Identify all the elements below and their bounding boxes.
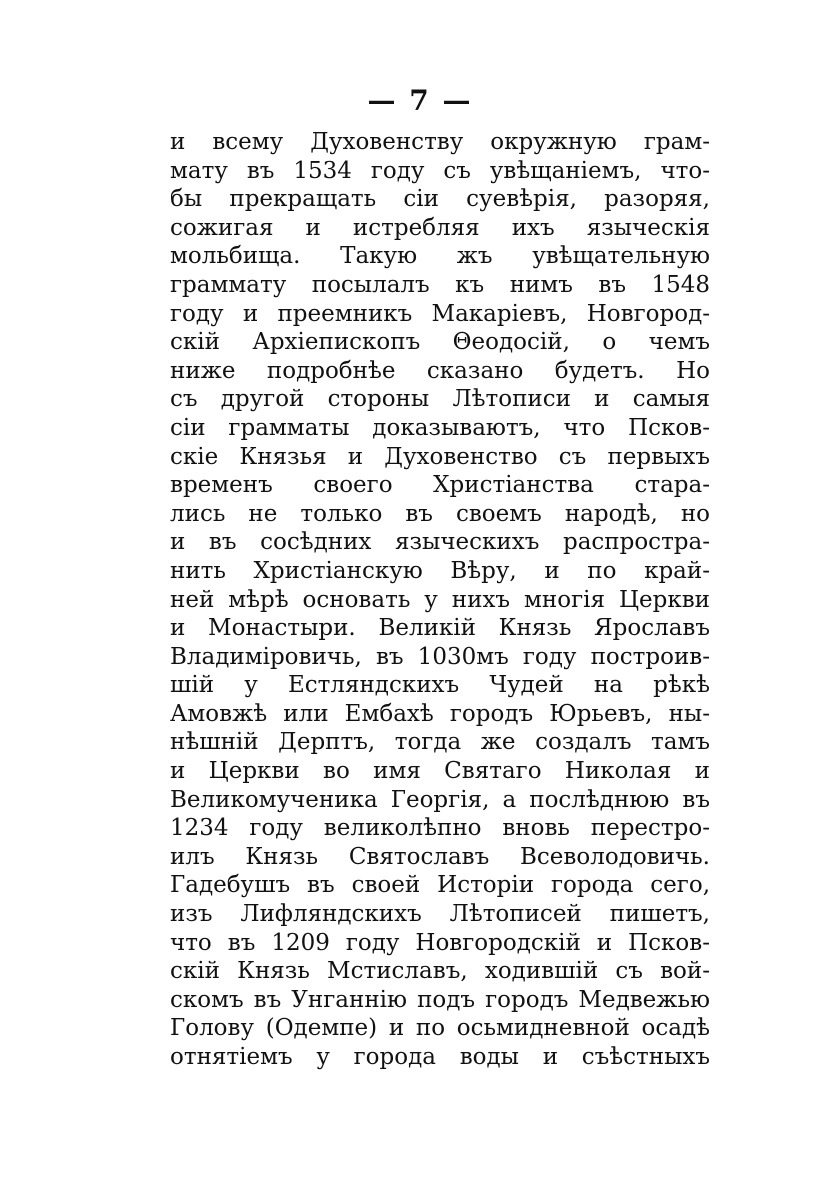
text-line: ниже подробнѣе сказано будетъ. Но xyxy=(170,357,710,384)
text-line: Голову (Одемпе) и по осьмидневной осадѣ xyxy=(170,1015,710,1042)
text-line: илъ Князь Святославъ Всеволодовичь. xyxy=(170,843,710,870)
text-line: что въ 1209 году Новгородскій и Псков- xyxy=(170,929,710,956)
text-line: съ другой стороны Лѣтописи и самыя xyxy=(170,386,710,413)
text-line: сожигая и истребляя ихъ языческія xyxy=(170,214,710,241)
text-line: скіе Князья и Духовенство съ первыхъ xyxy=(170,443,710,470)
text-line: и въ сосѣдних языческихъ распростра- xyxy=(170,529,710,556)
text-line: ней мѣрѣ основать у нихъ многія Церкви xyxy=(170,586,710,613)
text-line: изъ Лифляндскихъ Лѣтописей пишетъ, xyxy=(170,901,710,928)
text-line: 1234 году великолѣпно вновь перестро- xyxy=(170,815,710,842)
text-line: Владиміровичь, въ 1030мъ году построив- xyxy=(170,643,710,670)
text-line: и Церкви во имя Святаго Николая и xyxy=(170,758,710,785)
text-line: скій Архіепископъ Θеодосій, о чемъ xyxy=(170,329,710,356)
text-line: и всему Духовенству окружную грам- xyxy=(170,129,710,155)
text-line: скомъ въ Унганнію подъ городъ Медвежью xyxy=(170,986,710,1013)
text-line: лись не только въ своемъ народѣ, но xyxy=(170,500,710,527)
page-number: — 7 — xyxy=(367,84,473,117)
text-line: Великомученика Георгія, а послѣднюю въ xyxy=(170,786,710,813)
text-line: временъ своего Христіанства стара- xyxy=(170,472,710,499)
text-line: мольбища. Такую жъ увѣщательную xyxy=(170,243,710,270)
text-line: нѣшній Дерптъ, тогда же создалъ тамъ xyxy=(170,729,710,756)
text-line: Гадебушъ въ своей Исторіи города сего, xyxy=(170,872,710,899)
text-line: и Монастыри. Великій Князь Ярославъ xyxy=(170,615,710,642)
text-line: сіи грамматы доказываютъ, что Псков- xyxy=(170,414,710,441)
text-line: Амовжѣ или Ембахѣ городъ Юрьевъ, ны- xyxy=(170,700,710,727)
text-line: бы прекращать сіи суевѣрія, разоряя, xyxy=(170,186,710,213)
text-line: граммату посылалъ къ нимъ въ 1548 xyxy=(170,271,710,298)
body-text xyxy=(170,128,710,1072)
text-line: отнятіемъ у города воды и съѣстныхъ xyxy=(170,1044,710,1070)
text-line: нить Христіанскую Вѣру, и по край- xyxy=(170,557,710,584)
text-line: шій у Естляндскихъ Чудей на рѣкѣ xyxy=(170,672,710,699)
text-line: скій Князь Мстиславъ, ходившій съ вой- xyxy=(170,958,710,985)
text-line: мату въ 1534 году съ увѣщаніемъ, что- xyxy=(170,157,710,184)
text-line: году и преемникъ Макаріевъ, Новгород- xyxy=(170,300,710,327)
